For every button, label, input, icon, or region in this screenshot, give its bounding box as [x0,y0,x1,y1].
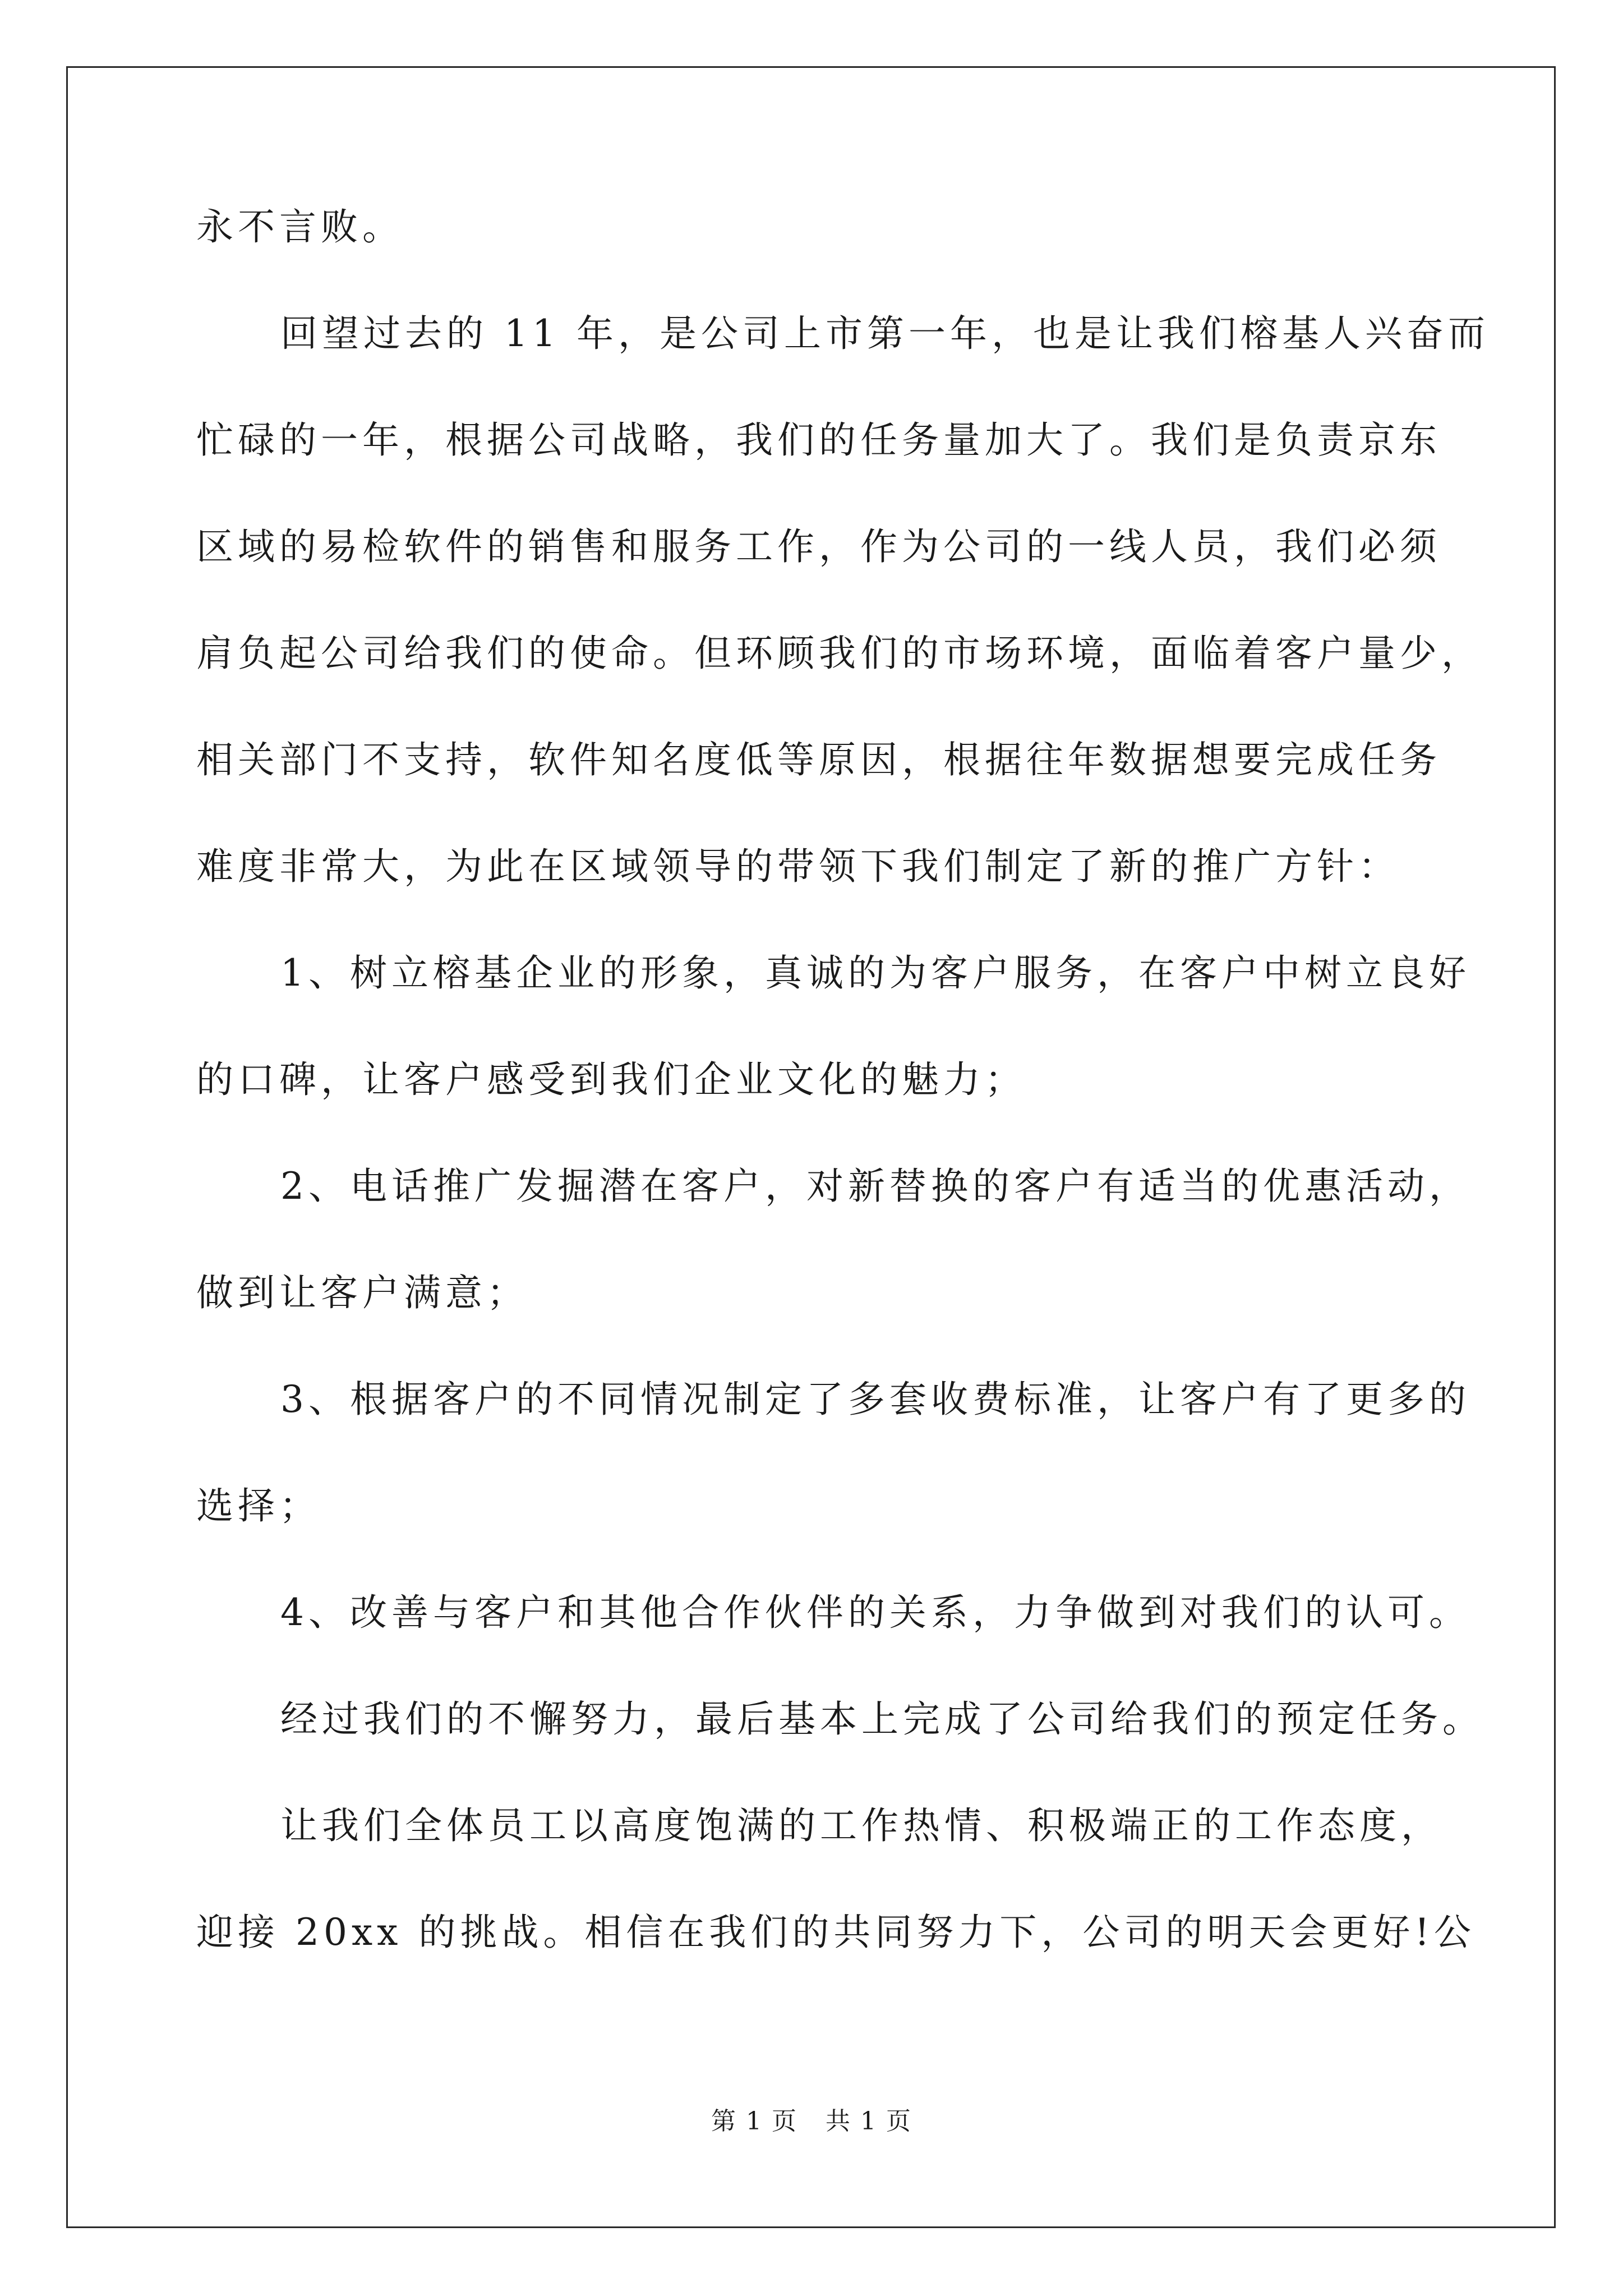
page-border [66,66,1556,2228]
text-line: 区域的易检软件的销售和服务工作，作为公司的一线人员，我们必须 [196,525,1441,568]
page-footer [0,2101,1623,2137]
text-line: 相关部门不支持，软件知名度低等原因，根据往年数据想要完成任务 [196,738,1441,781]
text-line: 选择； [196,1484,321,1527]
text-line: 让我们全体员工以高度饱满的工作热情、积极端正的工作态度， [280,1804,1442,1847]
text-line: 难度非常大，为此在区域领导的带领下我们制定了新的推广方针： [196,845,1400,888]
text-line: 2、电话推广发掘潜在客户，对新替换的客户有适当的优惠活动， [280,1165,1470,1208]
text-line: 回望过去的 11 年，是公司上市第一年，也是让我们榕基人兴奋而 [280,312,1490,355]
text-line: 1、树立榕基企业的形象，真诚的为客户服务，在客户中树立良好 [280,951,1470,995]
text-line: 3、根据客户的不同情况制定了多套收费标准，让客户有了更多的 [280,1378,1470,1421]
text-line: 迎接 20xx 的挑战。相信在我们的共同努力下，公司的明天会更好!公 [196,1911,1476,1954]
text-line: 4、改善与客户和其他合作伙伴的关系，力争做到对我们的认可。 [280,1591,1470,1634]
text-line: 经过我们的不懈努力，最后基本上完成了公司给我们的预定任务。 [280,1697,1484,1741]
text-line: 做到让客户满意； [196,1271,528,1314]
page-number-total: 共 1 页 [826,2107,912,2136]
text-line: 永不言败。 [196,205,404,249]
text-line: 忙碌的一年，根据公司战略，我们的任务量加大了。我们是负责京东 [196,418,1441,462]
text-line: 的口碑，让客户感受到我们企业文化的魅力； [196,1058,1026,1101]
text-line: 肩负起公司给我们的使命。但环顾我们的市场环境，面临着客户量少， [196,632,1483,675]
page-number-current: 第 1 页 [711,2107,797,2136]
